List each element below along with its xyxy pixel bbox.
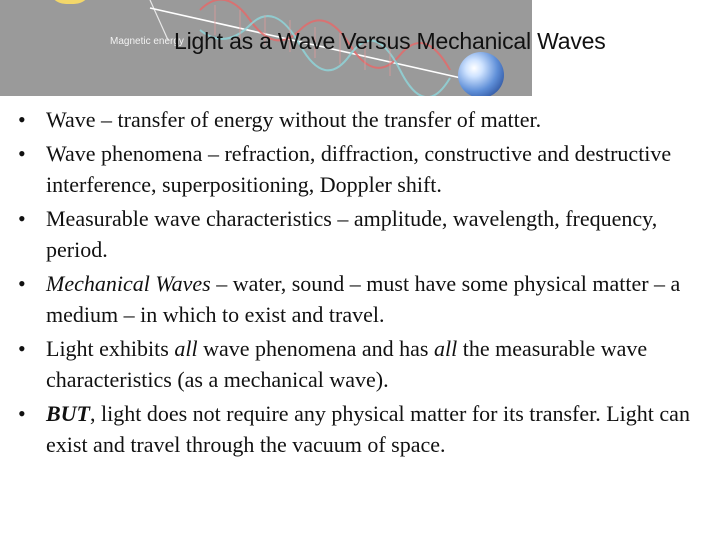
earth-image bbox=[458, 52, 504, 96]
slide-title: Light as a Wave Versus Mechanical Waves bbox=[174, 28, 606, 54]
bullet-text: Measurable wave characteristics – amplitude, wavelength, frequency, period. bbox=[46, 206, 658, 262]
bullet-text: wave phenomena and has bbox=[197, 336, 434, 361]
magnetic-energy-label: Magnetic energy bbox=[110, 36, 184, 47]
bullet-text: Wave phenomena – refraction, diffraction, constructive and destructive interference, superpositioning, Doppler shift. bbox=[46, 141, 672, 197]
bullet-item bbox=[18, 203, 718, 265]
bullet-text: the measurable wave characteristics (as a mechanical wave). bbox=[46, 336, 648, 392]
bullet-text: Light exhibits bbox=[46, 336, 175, 361]
bullet-term: Mechanical Waves bbox=[46, 271, 211, 296]
bullet-term: BUT bbox=[46, 401, 90, 426]
bullet-dot: • bbox=[18, 271, 26, 296]
bullet-item bbox=[18, 104, 718, 135]
bullet-item bbox=[18, 398, 718, 460]
bullet-emphasis: all bbox=[433, 336, 458, 361]
bullet-dot: • bbox=[18, 401, 26, 426]
bullet-dot: • bbox=[18, 107, 26, 132]
bullet-list bbox=[18, 104, 718, 463]
bullet-text: – water, sound – must have some physical matter – a medium – in which to exist and travel. bbox=[46, 271, 681, 327]
bullet-item bbox=[18, 268, 718, 330]
bullet-dot: • bbox=[18, 336, 26, 361]
bullet-emphasis: all bbox=[174, 336, 198, 361]
bullet-text: Wave – transfer of energy without the transfer of matter. bbox=[46, 107, 542, 132]
bullet-text: , light does not require any physical matter for its transfer. Light can exist and travel through the vacuum of space. bbox=[46, 401, 690, 457]
bullet-item bbox=[18, 138, 718, 200]
bullet-dot: • bbox=[18, 206, 26, 231]
bullet-dot: • bbox=[18, 141, 26, 166]
bullet-item bbox=[18, 333, 718, 395]
